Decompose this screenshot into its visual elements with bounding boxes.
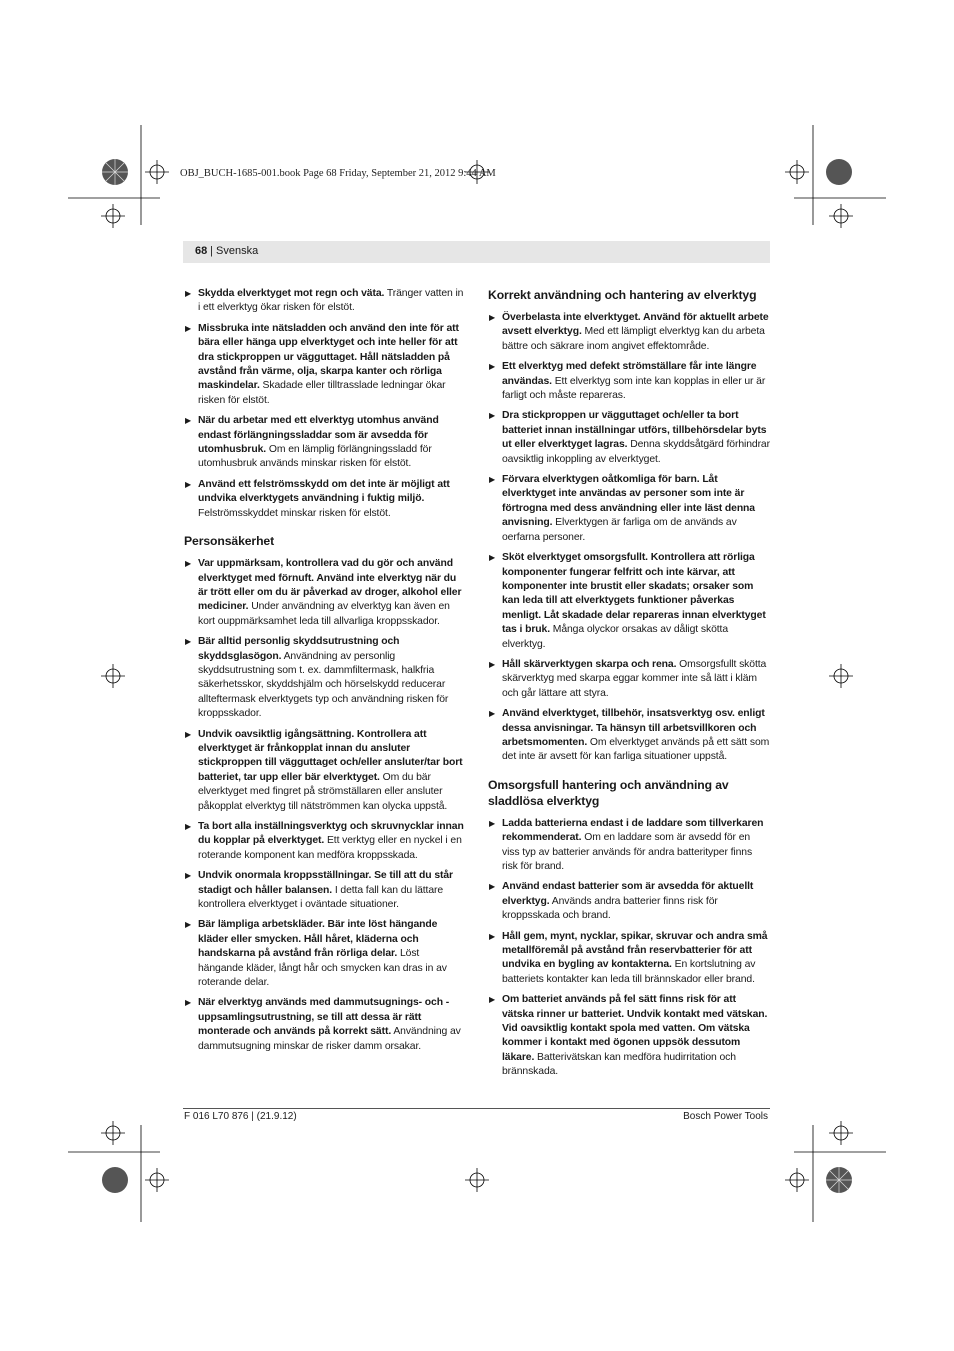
item-body-text: Batterivätskan kan medföra hudirritation och brännskada.	[502, 1051, 736, 1078]
item-bold-text: Förvara elverktygen oåtkomliga för barn. Låt elverktyget inte användas av personer som inte är förtrogna med dess användning eller inte läst denna anvisning.	[502, 474, 755, 529]
bullet-arrow-icon: ▶	[185, 416, 192, 426]
item-bold-text: Använd ett felströmsskydd om det inte är möjligt att undvika elverktygets användning i fuktig miljö.	[198, 478, 450, 505]
section-title-korrekt-anvandning: Korrekt användning och hantering av elverktyg	[488, 288, 757, 302]
item-body-text: Om du bär elverktyget med fingret på strömställaren eller ansluter påkopplat elverktyg till nätströmmen kan olycka uppstå.	[198, 771, 448, 812]
left-top-list	[184, 287, 466, 521]
item-bold-text: Ta bort alla inställningsverktyg och skruvnycklar innan du kopplar på elverktyget.	[198, 821, 464, 847]
item-bold-text: Skydda elverktyget mot regn och väta.	[198, 288, 385, 299]
list-item	[488, 817, 770, 875]
bullet-arrow-icon: ▶	[489, 818, 496, 828]
bullet-arrow-icon: ▶	[185, 871, 192, 881]
bullet-arrow-icon: ▶	[489, 659, 496, 669]
page-separator: |	[210, 245, 213, 257]
item-body-text: Under användning av elverktyg kan även en kort ouppmärksamhet leda till allvarliga kroppsskador.	[198, 601, 450, 627]
item-bold-text: Håll skärverktygen skarpa och rena.	[502, 658, 677, 670]
list-item	[488, 880, 770, 923]
file-header: OBJ_BUCH-1685-001.book Page 68 Friday, September 21, 2012 9:44 AM	[180, 168, 496, 179]
bullet-arrow-icon: ▶	[185, 998, 192, 1008]
list-item	[184, 287, 466, 316]
list-item	[488, 409, 770, 467]
list-item	[184, 414, 466, 472]
list-item	[184, 820, 466, 863]
item-body-text: I detta fall kan du lättare kontrollera elverktyget i oväntade situationer.	[198, 884, 444, 911]
list-item	[488, 707, 770, 765]
item-body-text: Om en laddare som är avsedd för en viss typ av batterier används för andra batterityper finns risk för brand.	[502, 832, 753, 872]
item-body-text: Ett verktyg eller en nyckel i en roterande komponent kan medföra kroppsskada.	[198, 835, 462, 861]
list-item	[488, 360, 770, 403]
item-bold-text: Använd elverktyget, tillbehör, insatsverktyg osv. enligt dessa anvisningar. Ta hänsyn till arbetsvillkoren och arbetsmomenten.	[502, 708, 765, 748]
bullet-arrow-icon: ▶	[489, 362, 496, 372]
page-language: Svenska	[216, 245, 259, 257]
item-bold-text: Bär alltid personlig skyddsutrustning och skyddsglasögon.	[198, 636, 400, 662]
bullet-arrow-icon: ▶	[185, 920, 192, 930]
item-body-text: Med ett lämpligt elverktyg kan du arbeta bättre och säkrare inom angivet effektområde.	[502, 326, 765, 352]
item-body-text: Användning av personlig skyddsutrustning som t. ex. dammfiltermask, halkfria säkerhetsskor, skyddshjälm och hörselskydd reducerar allteftermask elverktygets typ och användning risken för kroppsskador.	[198, 650, 449, 720]
bullet-arrow-icon: ▶	[489, 475, 496, 485]
item-bold-text: Ett elverktyg med defekt strömställare får inte längre användas.	[502, 361, 757, 387]
list-item	[184, 869, 466, 912]
bullet-arrow-icon: ▶	[489, 995, 496, 1005]
item-body-text: Används andra batterier finns risk för kroppsskada och brand.	[502, 895, 718, 922]
list-item	[184, 478, 466, 521]
list-item	[488, 930, 770, 988]
list-item	[184, 918, 466, 990]
item-body-text: Tränger vatten in i ett elverktyg ökar risken för elstöt.	[198, 288, 464, 314]
page-number: 68	[195, 245, 208, 257]
footer-doc-code: F 016 L70 876 | (21.9.12)	[184, 1111, 297, 1122]
list-item	[488, 473, 770, 545]
bullet-arrow-icon: ▶	[185, 559, 192, 569]
item-bold-text: Bär lämpliga arbetskläder. Bär inte löst hängande kläder eller smycken. Håll håret, kläderna och handskarna på avstånd från rörliga delar.	[198, 919, 438, 960]
item-bold-text: Använd endast batterier som är avsedda för aktuellt elverktyg.	[502, 881, 754, 907]
item-body-text: Användning av dammutsugning minskar de risker damm orsakar.	[198, 1026, 461, 1052]
right-column	[488, 287, 770, 1086]
bullet-arrow-icon: ▶	[185, 729, 192, 739]
item-bold-text: Var uppmärksam, kontrollera vad du gör och använd elverktyget med förnuft. Använd inte elverktyg när du är trött eller om du är påverkad av droger, alkohol eller mediciner.	[198, 558, 462, 613]
item-bold-text: Ladda batterierna endast i de laddare som tillverkaren rekommenderat.	[502, 817, 764, 844]
item-bold-text: Håll gem, mynt, nycklar, spikar, skruvar och andra små metallföremål på avstånd från reservbatterier för att undvika en bygling av kontakterna.	[502, 930, 768, 971]
bullet-arrow-icon: ▶	[489, 553, 496, 563]
list-item	[488, 658, 770, 701]
item-bold-text: När elverktyg används med dammutsugnings- och -uppsamlingsutrustning, se till att dessa är rätt monterade och används på korrekt sätt.	[198, 997, 450, 1038]
list-item	[184, 322, 466, 408]
bullet-arrow-icon: ▶	[489, 931, 496, 941]
bullet-arrow-icon: ▶	[185, 822, 192, 831]
item-bold-text: Missbruka inte nätsladden och använd den inte för att bära eller hänga upp elverktyget och inte heller för att dra stickproppen ur vägguttaget. Håll nätsladden på avstånd från värme, olja, skarpa kanter och rörliga maskindelar.	[198, 322, 459, 392]
footer-brand: Bosch Power Tools	[683, 1111, 768, 1122]
bullet-arrow-icon: ▶	[489, 709, 496, 719]
list-item	[488, 311, 770, 354]
list-item	[488, 993, 770, 1079]
item-body-text: Löst hängande kläder, långt hår och smycken kan dras in av roterande delar.	[198, 948, 447, 989]
item-body-text: Felströmsskyddet minskar risken för elstöt.	[198, 507, 391, 519]
item-body-text: Många olyckor orsakas av dåligt skötta elverktyg.	[502, 624, 729, 650]
personal-safety-list	[184, 557, 466, 1054]
item-body-text: Denna skyddsåtgärd förhindrar oavsiktlig inkoppling av elverktyget.	[502, 439, 770, 465]
item-bold-text: Sköt elverktyget omsorgsfullt. Kontrollera att rörliga komponenter fungerar felfritt och inte kärvar, att komponenter inte brustit eller skadats; orsaker som kan leda till att elverktygets funktioner påverkas menligt. Låt skadade delar repareras innan elverktyget tas i bruk.	[502, 552, 766, 636]
list-item	[184, 728, 466, 814]
tool-use-list	[488, 311, 770, 765]
page-header-bar	[183, 241, 770, 263]
bullet-arrow-icon: ▶	[489, 313, 496, 322]
item-body-text: Skadade eller tilltrasslade ledningar ökar risken för elstöt.	[198, 380, 446, 406]
item-body-text: Om en lämplig förlängningssladd för utomhusbruk används minskar risken för elstöt.	[198, 444, 432, 470]
list-item	[184, 996, 466, 1054]
item-body-text: Om elverktyget används på ett sätt som det inte är avsett för kan farliga situationer uppstå.	[502, 736, 770, 763]
item-body-text: Ett elverktyg som inte kan kopplas in eller ur är farligt och måste repareras.	[502, 375, 766, 402]
item-body-text: Elverktygen är farliga om de används av oerfarna personer.	[502, 517, 737, 543]
bullet-arrow-icon: ▶	[489, 882, 496, 892]
item-bold-text: När du arbetar med ett elverktyg utomhus använd endast förlängningssladdar som är avsedda för utomhusbruk.	[198, 415, 439, 456]
bullet-arrow-icon: ▶	[489, 411, 496, 421]
left-column	[184, 287, 466, 1060]
bullet-arrow-icon: ▶	[185, 479, 192, 489]
item-bold-text: Undvik oavsiktlig igångsättning. Kontrollera att elverktyget är frånkopplat innan du ansluter stickproppen till vägguttaget och/eller ansluter/tar bort batteriet, tar upp eller bär elverktyget.	[198, 728, 463, 783]
list-item	[184, 557, 466, 629]
item-body-text: En kortslutning av batteriets kontakter kan leda till brännskador eller brand.	[502, 959, 756, 985]
bullet-arrow-icon: ▶	[185, 289, 192, 298]
list-item	[184, 635, 466, 721]
item-bold-text: Dra stickproppen ur vägguttaget och/eller ta bort batteriet innan inställningar utförs, tillbehörsdelar byts ut eller elverktyget lagras.	[502, 410, 767, 451]
bullet-arrow-icon: ▶	[185, 637, 192, 647]
section-title-sladdlosa: Omsorgsfull hantering och användning av sladdlösa elverktyg	[488, 777, 729, 808]
item-bold-text: Undvik onormala kroppsställningar. Se till att du står stadigt och håller balansen.	[198, 870, 454, 896]
item-bold-text: Överbelasta inte elverktyget. Använd för aktuellt arbete avsett elverktyg.	[502, 312, 769, 338]
bullet-arrow-icon: ▶	[185, 323, 192, 333]
section-title-personsakerhet: Personsäkerhet	[184, 534, 275, 549]
battery-tool-list	[488, 817, 770, 1080]
footer-rule	[183, 1108, 770, 1109]
item-bold-text: Om batteriet används på fel sätt finns risk för att vätska rinner ur batteriet. Undvik kontakt med vätskan. Vid oavsiktlig kontakt spola med vatten. Om vätska kommer i kontakt med ögonen uppsök dessutom läkare.	[502, 994, 768, 1063]
item-body-text: Omsorgsfullt skötta skärverktyg med skarpa eggar kommer inte så lätt i kläm och går lättare att styra.	[502, 658, 767, 699]
list-item	[488, 551, 770, 652]
